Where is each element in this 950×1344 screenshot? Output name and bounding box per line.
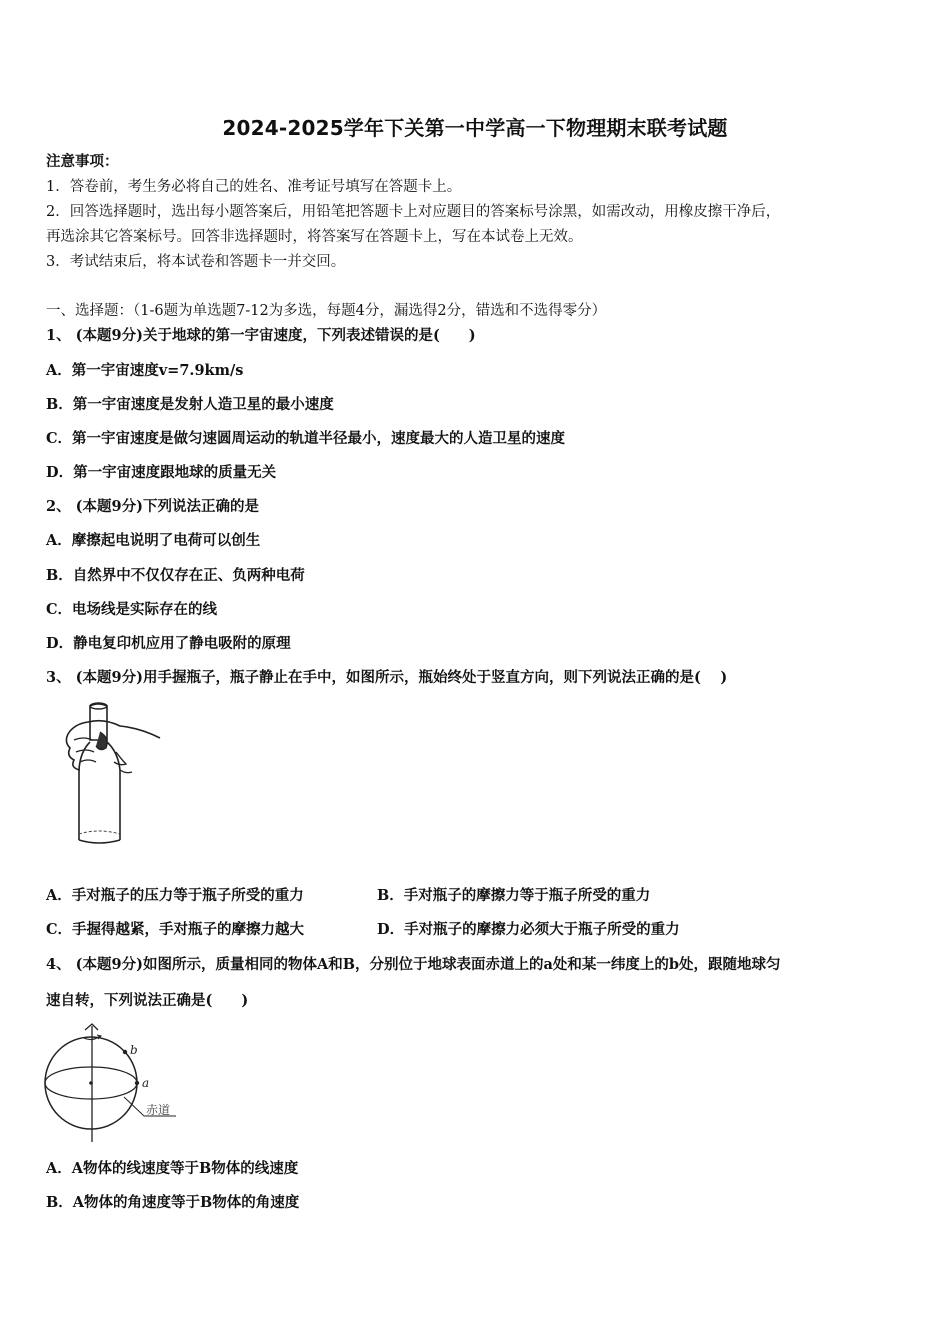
question-3-option-a: A．手对瓶子的压力等于瓶子所受的重力: [46, 887, 304, 904]
question-4-option-a: A．A物体的线速度等于B物体的线速度: [46, 1160, 299, 1177]
question-4-stem-line-2: 速自转，下列说法正确是( ): [46, 992, 249, 1009]
exam-title: 2024-2025学年下关第一中学高一下物理期末联考试题: [222, 116, 728, 140]
label-b: b: [130, 1043, 138, 1057]
bottle-hand-figure: [60, 700, 170, 855]
question-3-option-b: B．手对瓶子的摩擦力等于瓶子所受的重力: [377, 887, 651, 904]
question-1-option-c: C．第一宇宙速度是做匀速圆周运动的轨道半径最小，速度最大的人造卫星的速度: [46, 430, 566, 447]
question-3-option-c: C．手握得越紧，手对瓶子的摩擦力越大: [46, 921, 305, 938]
question-1-option-b: B．第一宇宙速度是发射人造卫星的最小速度: [46, 396, 334, 413]
question-2-option-c: C．电场线是实际存在的线: [46, 601, 218, 618]
notice-item: 2．回答选择题时，选出每小题答案后，用铅笔把答题卡上对应题目的答案标号涂黑，如需改动，用橡皮擦干净后，: [46, 204, 781, 220]
label-a: a: [142, 1076, 150, 1090]
label-equator: 赤道: [146, 1103, 171, 1117]
question-1-option-a: A．第一宇宙速度v=7.9km/s: [46, 362, 244, 379]
notice-heading: 注意事项：: [46, 153, 119, 170]
notice-item: 1．答卷前，考生务必将自己的姓名、准考证号填写在答题卡上。: [46, 179, 462, 195]
question-2-option-a: A．摩擦起电说明了电荷可以创生: [46, 532, 261, 549]
question-4-stem-line-1: 4、 (本题9分)如图所示，质量相同的物体A和B，分别位于地球表面赤道上的a处和某一纬度上的b处，跟随地球匀: [46, 956, 781, 973]
notice-item: 3．考试结束后，将本试卷和答题卡一并交回。: [46, 254, 346, 270]
question-2-option-d: D．静电复印机应用了静电吸附的原理: [46, 635, 291, 652]
question-4-option-b: B．A物体的角速度等于B物体的角速度: [46, 1194, 300, 1211]
question-2-option-b: B．自然界中不仅仅存在正、负两种电荷: [46, 567, 305, 584]
question-3-stem: 3、 (本题9分)用手握瓶子，瓶子静止在手中，如图所示，瓶始终处于竖直方向，则下列说法正确的是( ): [46, 669, 728, 686]
section-heading: 一、选择题：（1-6题为单选题7-12为多选，每题4分，漏选得2分，错选和不选得零分）: [46, 303, 607, 319]
question-2-stem: 2、 (本题9分)下列说法正确的是: [46, 498, 259, 515]
question-1-stem: 1、 (本题9分)关于地球的第一宇宙速度，下列表述错误的是( ): [46, 327, 476, 344]
notice-item: 再选涂其它答案标号。回答非选择题时，将答案写在答题卡上，写在本试卷上无效。: [46, 229, 583, 245]
point-a-dot: [135, 1081, 139, 1085]
question-3-option-d: D．手对瓶子的摩擦力必须大于瓶子所受的重力: [377, 921, 680, 938]
point-b-dot: [123, 1050, 127, 1054]
question-1-option-d: D．第一宇宙速度跟地球的质量无关: [46, 464, 277, 481]
earth-figure: [40, 1020, 190, 1145]
